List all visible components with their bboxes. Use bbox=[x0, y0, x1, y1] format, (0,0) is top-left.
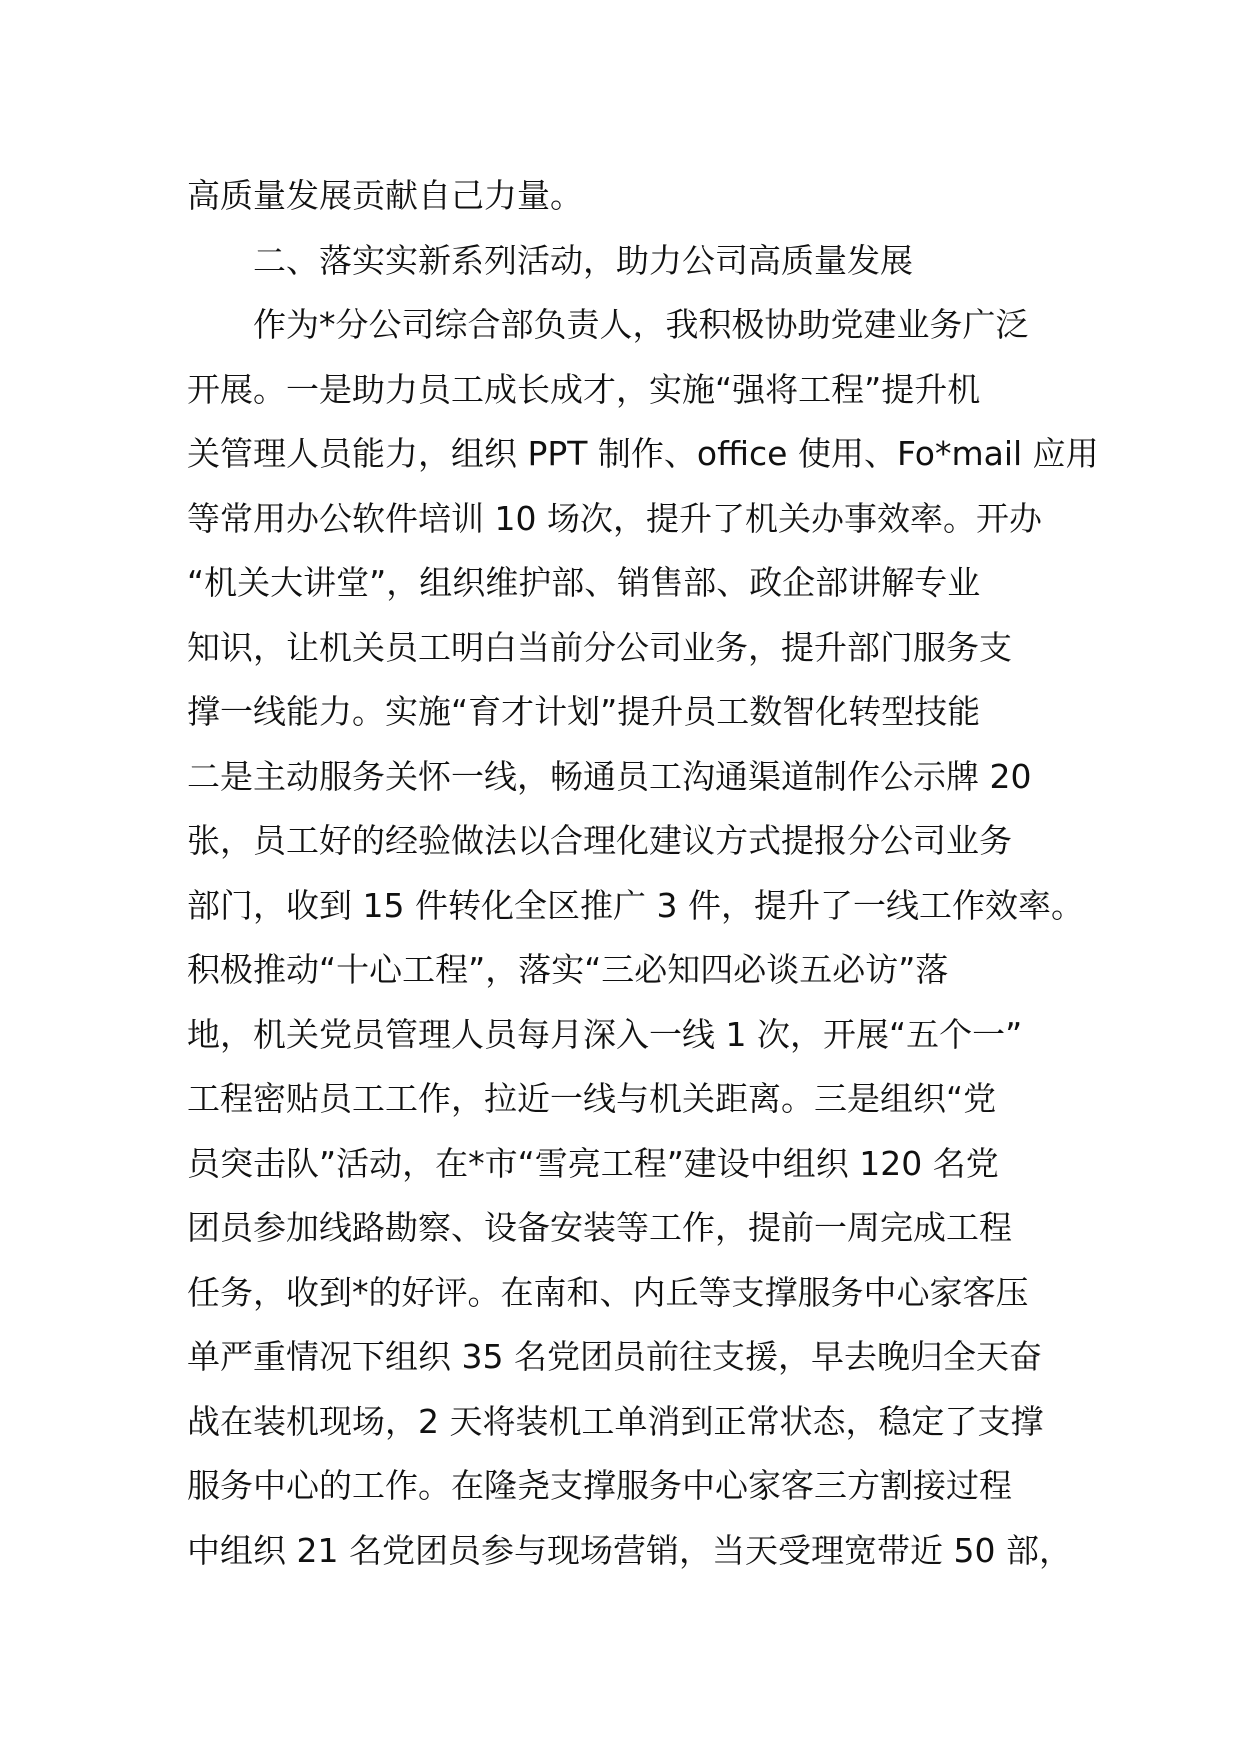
paragraph-line: 张，员工好的经验做法以合理化建议方式提报分公司业务 bbox=[187, 821, 1012, 860]
paragraph-line: 员突击队”活动，在*市“雪亮工程”建设中组织 120 名党 bbox=[187, 1143, 999, 1183]
paragraph-line: 中组织 21 名党团员参与现场营销，当天受理宽带近 50 部， bbox=[187, 1530, 1072, 1570]
paragraph-line: 撑一线能力。实施“育才计划”提升员工数智化转型技能 bbox=[187, 692, 981, 731]
document-body bbox=[187, 164, 1099, 1583]
paragraph-line: 任务，收到*的好评。在南和、内丘等支撑服务中心家客压 bbox=[187, 1272, 1029, 1312]
paragraph-line: 部门，收到 15 件转化全区推广 3 件，提升了一线工作效率。 bbox=[187, 885, 1084, 925]
paragraph-line: 等常用办公软件培训 10 场次，提升了机关办事效率。开办 bbox=[187, 498, 1042, 538]
paragraph-line: 战在装机现场，2 天将装机工单消到正常状态，稳定了支撑 bbox=[187, 1401, 1044, 1441]
paragraph-line: “机关大讲堂”，组织维护部、销售部、政企部讲解专业 bbox=[187, 563, 981, 602]
paragraph-line: 地，机关党员管理人员每月深入一线 1 次，开展“五个一” bbox=[187, 1014, 1023, 1054]
paragraph-line: 工程密贴员工工作，拉近一线与机关距离。三是组织“党 bbox=[187, 1079, 997, 1118]
paragraph-line: 高质量发展贡献自己力量。 bbox=[187, 176, 583, 215]
paragraph-line: 二是主动服务关怀一线，畅通员工沟通渠道制作公示牌 20 bbox=[187, 756, 1032, 796]
paragraph-line: 单严重情况下组织 35 名党团员前往支援，早去晚归全天奋 bbox=[187, 1337, 1042, 1376]
paragraph-line: 作为*分公司综合部负责人，我积极协助党建业务广泛 bbox=[253, 305, 1029, 344]
paragraph-line: 开展。一是助力员工成长成才，实施“强将工程”提升机 bbox=[187, 369, 981, 409]
section-heading: 二、落实实新系列活动，助力公司高质量发展 bbox=[253, 240, 913, 280]
paragraph-line: 关管理人员能力，组织 PPT 制作、office 使用、Fo*mail 应用 bbox=[187, 434, 1099, 473]
paragraph-line: 服务中心的工作。在隆尧支撑服务中心家客三方割接过程 bbox=[187, 1466, 1012, 1505]
paragraph-line: 积极推动“十心工程”，落实“三必知四必谈五必访”落 bbox=[187, 950, 949, 989]
paragraph-line: 团员参加线路勘察、设备安装等工作，提前一周完成工程 bbox=[187, 1208, 1012, 1247]
paragraph-line: 知识，让机关员工明白当前分公司业务，提升部门服务支 bbox=[187, 627, 1012, 667]
